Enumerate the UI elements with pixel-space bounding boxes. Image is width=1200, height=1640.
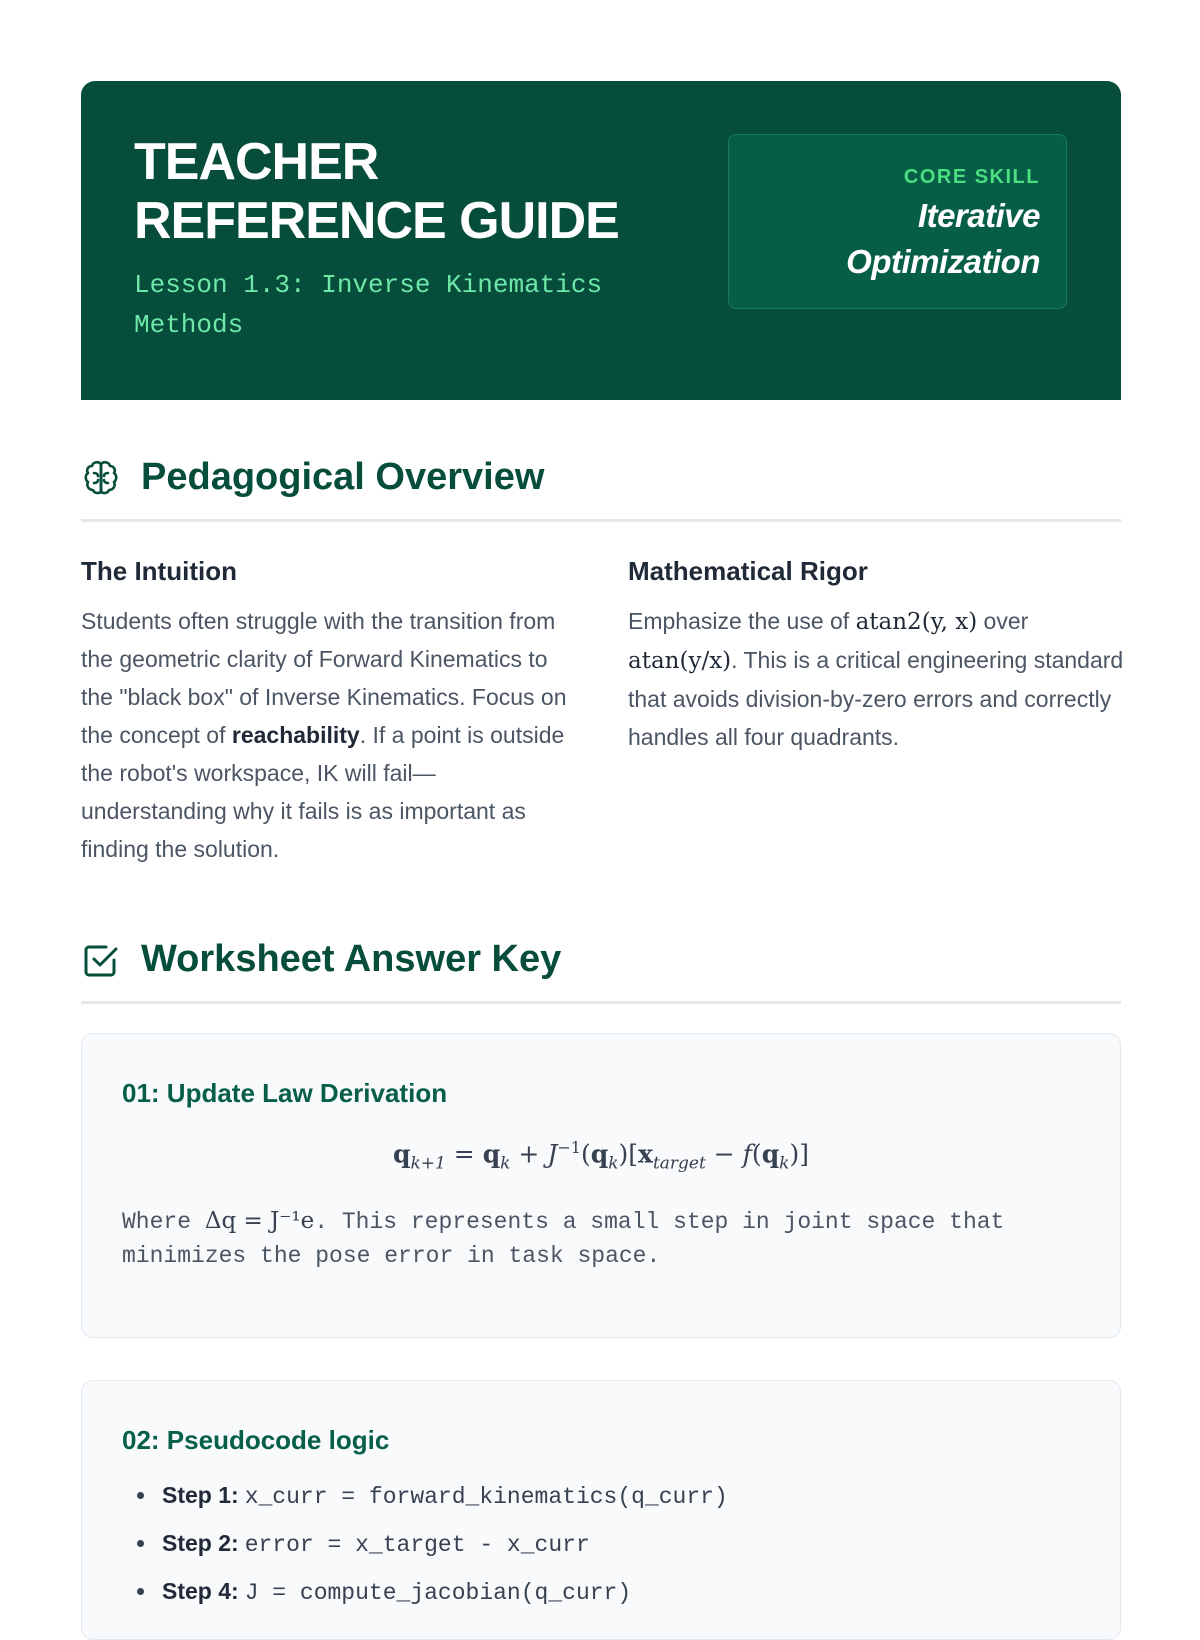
overview-section-header [81, 458, 1121, 522]
answer-key-heading: Worksheet Answer Key [141, 938, 562, 980]
update-law-note: Where Δq = J⁻¹e. This represents a small step in joint space that minimizes the pose error in task space. [122, 1208, 1005, 1269]
pseudocode-title: 02: Pseudocode logic [122, 1425, 390, 1455]
checkbox-icon [81, 940, 121, 980]
pseudocode-steps [122, 1471, 728, 1615]
update-law-card [81, 1033, 1121, 1338]
pseudocode-card [81, 1380, 1121, 1640]
header-banner [81, 81, 1121, 400]
core-skill-value: Iterative Optimization [846, 197, 1040, 280]
update-law-title: 01: Update Law Derivation [122, 1078, 448, 1108]
lesson-subtitle: Lesson 1.3: Inverse Kinematics Methods [134, 270, 603, 340]
overview-heading: Pedagogical Overview [141, 456, 545, 498]
intuition-title: The Intuition [81, 556, 237, 586]
rigor-title: Mathematical Rigor [628, 556, 868, 586]
reachability-term: reachability [231, 722, 360, 748]
intuition-column [81, 554, 581, 868]
core-skill-label: CORE SKILL [903, 166, 1040, 188]
list-item: Step 1: x_curr = forward_kinematics(q_curr) [122, 1471, 728, 1519]
page-title: TEACHER REFERENCE GUIDE [134, 133, 619, 250]
atan-expression: atan(y/x) [628, 648, 732, 674]
core-skill-card [728, 134, 1067, 309]
rigor-column [628, 554, 1128, 756]
answer-key-section-header [81, 940, 1121, 1004]
delta-q-expression: Δq = J⁻¹e [204, 1208, 315, 1234]
rigor-text: Emphasize the use of atan2(y, x) over atan(y/x). This is a critical engineering standard that avoids division-by-zero errors and correctly handles all four quadrants. [628, 608, 1124, 750]
list-item: Step 2: error = x_target - x_curr [122, 1519, 728, 1567]
list-item: Step 4: J = compute_jacobian(q_curr) [122, 1567, 728, 1615]
brain-icon [81, 458, 121, 498]
update-law-equation: $q_{k+1} = q_k + J^{-1}(q_k)[x_{target} - f(q_k)]$ [392, 1138, 809, 1174]
atan2-expression: atan2(y, x) [855, 609, 978, 635]
intuition-text: Students often struggle with the transition from the geometric clarity of Forward Kinematics to the "black box" of Inverse Kinematics. Focus on the concept of reachability. If a point is outside the robot's workspace, IK will fail—understanding why it fails is as important as finding the solution. [81, 608, 567, 862]
